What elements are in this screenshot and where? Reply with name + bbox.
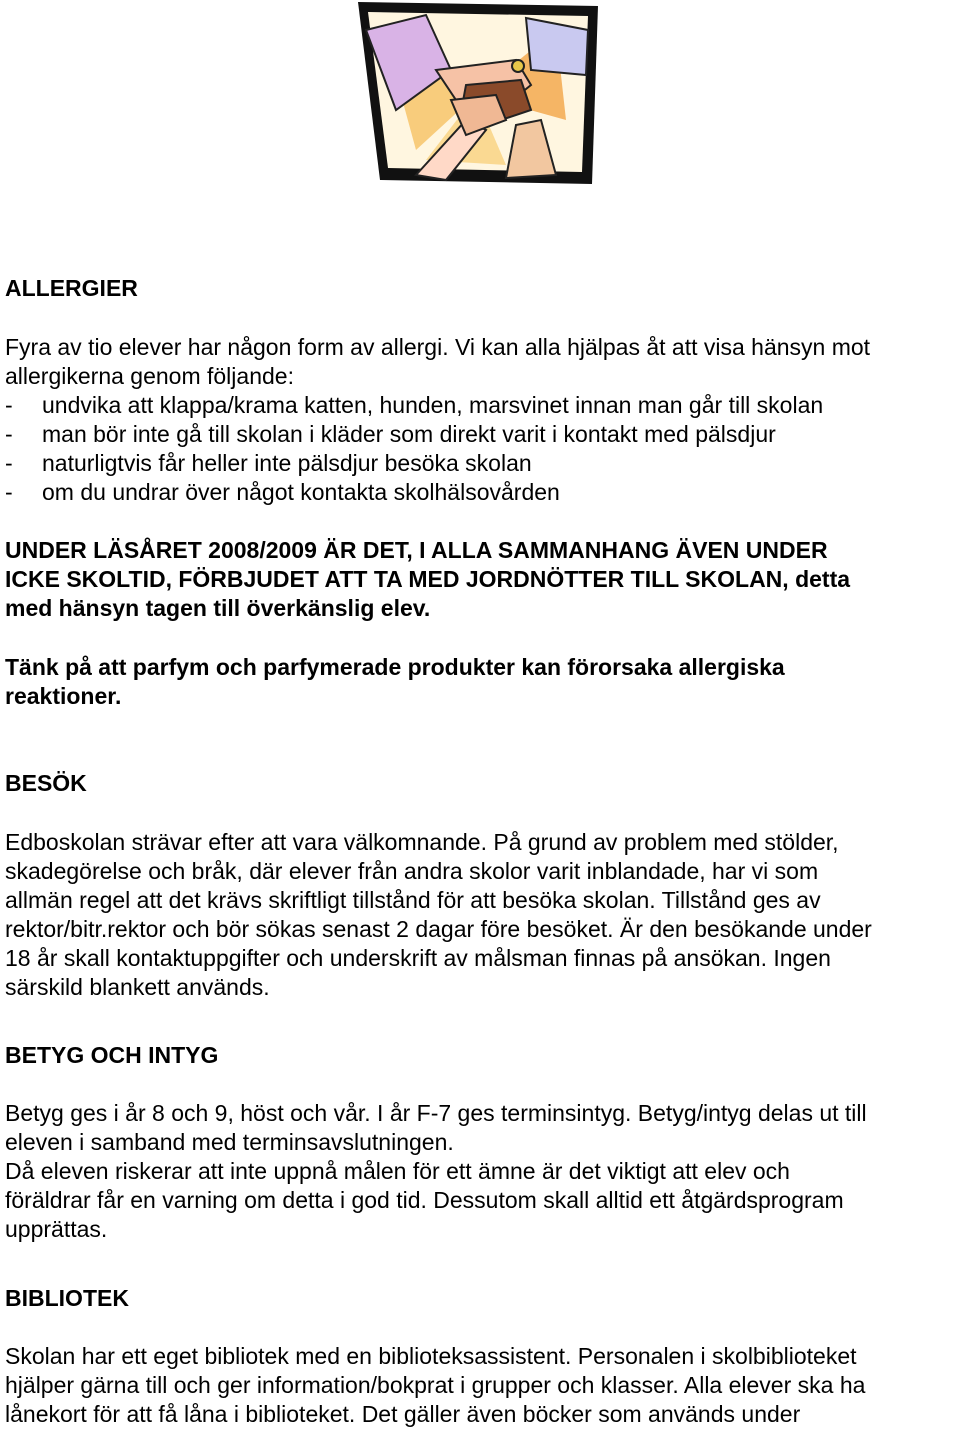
paragraph-line: eleven i samband med terminsavslutningen. [5,1129,454,1155]
paragraph-line: Då eleven riskerar att inte uppnå målen för ett ämne är det viktigt att elev och [5,1158,790,1184]
list-item-text: man bör inte gå till skolan i kläder som direkt varit i kontakt med pälsdjur [42,421,776,447]
paragraph-line: Skolan har ett eget bibliotek med en biblioteksassistent. Personalen i skolbiblioteket [5,1343,857,1369]
paragraph-line: rektor/bitr.rektor och bör sökas senast 2 dagar före besöket. Är den besökande under [5,916,872,942]
bullet-marker: - [5,392,13,418]
paragraph-line: upprättas. [5,1216,108,1242]
heading-besok: BESÖK [5,770,87,796]
paragraph-line: allmän regel att det krävs skriftligt tillstånd för att besöka skolan. Tillstånd ges av [5,887,821,913]
bullet-marker: - [5,479,13,505]
perfume-notice-line-2: reaktioner. [5,683,122,709]
allergier-intro-line-2: allergikerna genom följande: [5,363,294,389]
paragraph-line: Edboskolan strävar efter att vara välkomnande. På grund av problem med stölder, [5,829,839,855]
list-item [5,478,957,507]
peanut-notice-line-3: med hänsyn tagen till överkänslig elev. [5,595,431,621]
perfume-notice-line-1: Tänk på att parfym och parfymerade produkter kan förorsaka allergiska [5,654,785,680]
list-item-text: naturligtvis får heller inte pälsdjur besöka skolan [42,450,532,476]
paragraph-line: 18 år skall kontaktuppgifter och underskrift av målsman finnas på ansökan. Ingen [5,945,831,971]
paragraph-line: skadegörelse och bråk, där elever från andra skolor varit inblandade, har vi som [5,858,819,884]
paragraph-line: föräldrar får en varning om detta i god tid. Dessutom skall alltid ett åtgärdsprogram [5,1187,844,1213]
peanut-notice-line-2: ICKE SKOLTID, FÖRBJUDET ATT TA MED JORDNÖTTER TILL SKOLAN, detta [5,566,851,592]
joined-hands-clipart-icon [356,0,600,186]
allergier-intro-line-1: Fyra av tio elever har någon form av allergi. Vi kan alla hjälpas åt att visa hänsyn mot [5,334,871,360]
heading-allergier: ALLERGIER [5,275,138,301]
list-item [5,391,957,420]
paragraph-line: särskild blankett används. [5,974,270,1000]
heading-betyg: BETYG OCH INTYG [5,1042,219,1068]
bullet-marker: - [5,421,13,447]
list-item [5,420,957,449]
peanut-notice-line-1: UNDER LÄSÅRET 2008/2009 ÄR DET, I ALLA SAMMANHANG ÄVEN UNDER [5,537,828,563]
paragraph-line: lånekort för att få låna i biblioteket. Det gäller även böcker som används under [5,1401,801,1427]
list-item-text: undvika att klappa/krama katten, hunden, marsvinet innan man går till skolan [42,392,824,418]
paragraph-line: Betyg ges i år 8 och 9, höst och vår. I år F-7 ges terminsintyg. Betyg/intyg delas ut till [5,1100,867,1126]
paragraph-line: hjälper gärna till och ger information/bokprat i grupper och klasser. Alla elever ska ha [5,1372,866,1398]
list-item-text: om du undrar över något kontakta skolhälsovården [42,479,560,505]
bullet-marker: - [5,450,13,476]
heading-bibliotek: BIBLIOTEK [5,1285,129,1311]
list-item [5,449,957,478]
